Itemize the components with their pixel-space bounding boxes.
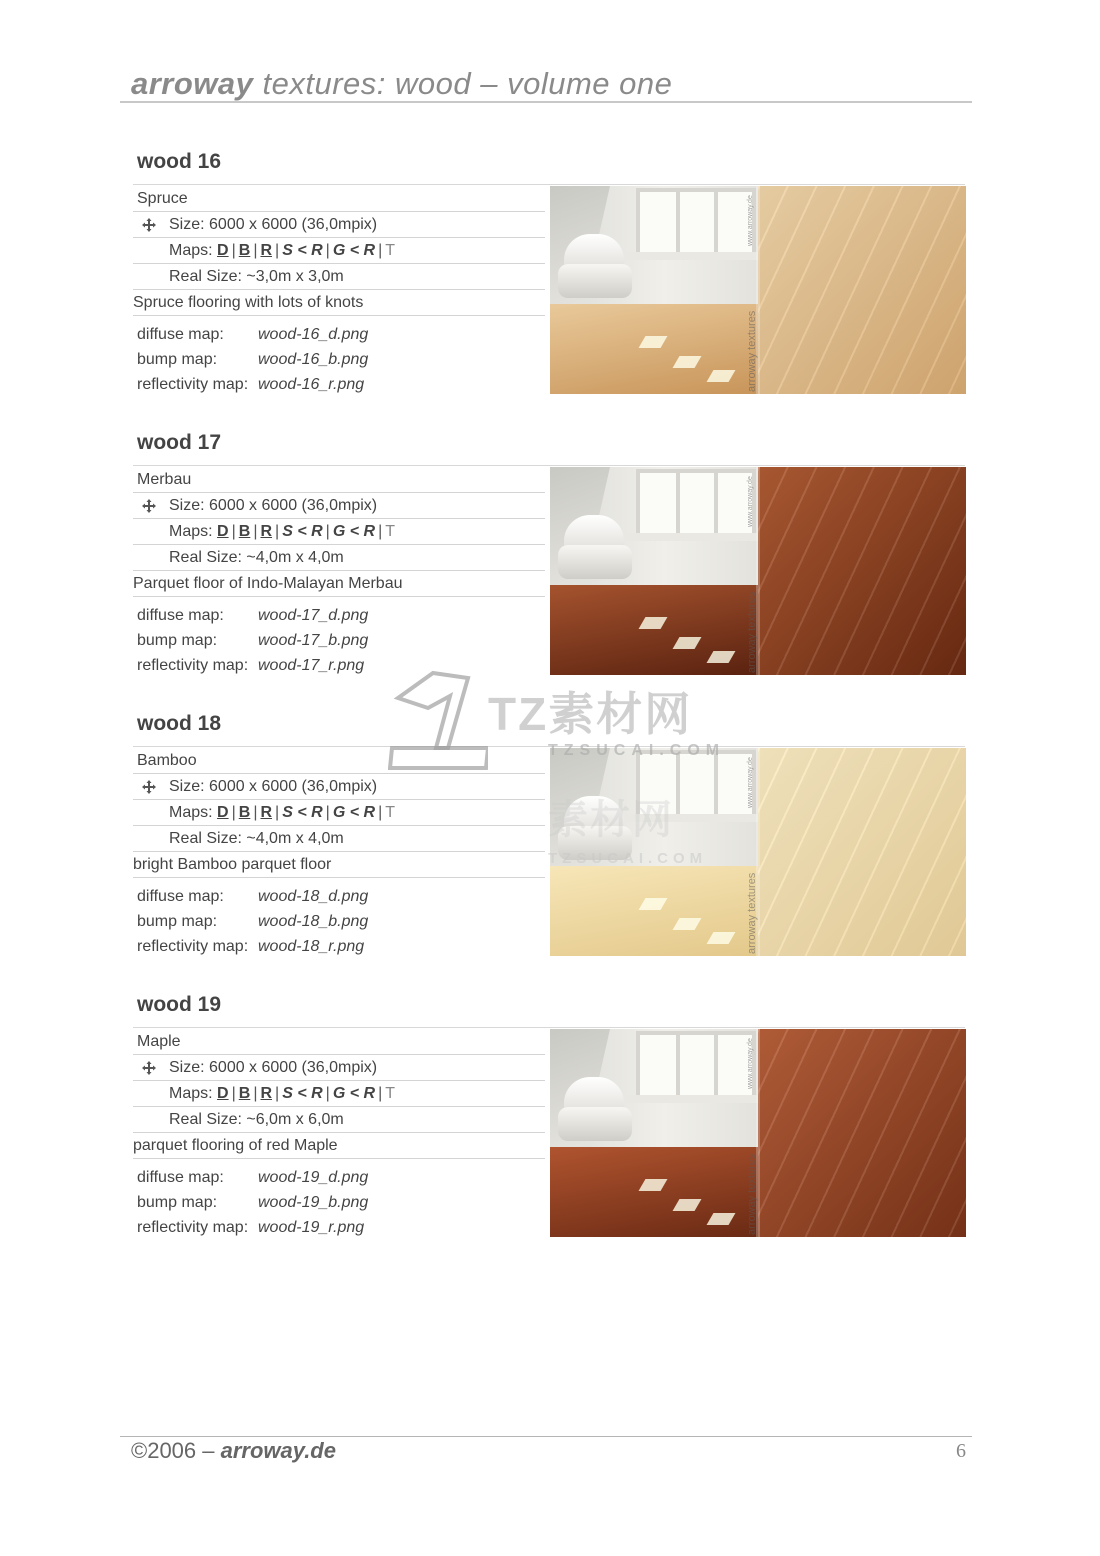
real-size-info: Real Size: ~3,0m x 3,0m: [169, 268, 344, 285]
closeup-render: [758, 186, 966, 394]
bump-map-label: bump map:: [137, 1194, 218, 1211]
preview-vertical-watermark: www.arroway.de arroway textures: [746, 195, 758, 392]
room-render: [550, 748, 758, 956]
texture-section-wood-18: [133, 712, 967, 982]
map-link-r[interactable]: R: [260, 804, 273, 821]
diffuse-map-label: diffuse map:: [137, 326, 224, 343]
bump-map-label: bump map:: [137, 632, 218, 649]
bump-map-label: bump map:: [137, 351, 218, 368]
maps-info: Maps: D | B | R | S < R | G < R | T: [169, 523, 396, 540]
room-render: [550, 467, 758, 675]
footer-divider: [120, 1436, 972, 1437]
real-size-info: Real Size: ~6,0m x 6,0m: [169, 1111, 344, 1128]
preview-vertical-watermark: www.arroway.de arroway textures: [746, 1038, 758, 1235]
section-title: wood 18: [137, 712, 222, 735]
window-render: [636, 469, 756, 537]
page-header-title: [131, 66, 672, 102]
bump-map-file: wood-18_b.png: [258, 913, 369, 930]
section-title: wood 16: [137, 150, 222, 173]
preview-vertical-watermark: www.arroway.de arroway textures: [746, 476, 758, 673]
map-link-r[interactable]: R: [260, 523, 273, 540]
watermark-ghost-text: 素材网: [548, 798, 674, 842]
move-icon: [142, 499, 156, 513]
texture-description: Spruce flooring with lots of knots: [133, 294, 364, 311]
armchair-render: [558, 1077, 632, 1141]
map-link-d[interactable]: D: [217, 242, 229, 259]
bump-map-label: bump map:: [137, 913, 218, 930]
real-size-info: Real Size: ~4,0m x 4,0m: [169, 549, 344, 566]
reflectivity-map-file: wood-16_r.png: [258, 376, 365, 393]
species-label: Merbau: [137, 471, 192, 488]
room-render: [550, 1029, 758, 1237]
section-divider: [133, 1027, 965, 1028]
texture-description: parquet flooring of red Maple: [133, 1137, 338, 1154]
watermark-text: TZ素材网: [488, 688, 693, 740]
watermark-ghost-subtext: TZSUCAI.COM: [548, 850, 708, 867]
size-info: Size: 6000 x 6000 (36,0mpix): [169, 216, 378, 233]
map-link-b[interactable]: B: [238, 242, 251, 259]
map-link-d[interactable]: D: [217, 1085, 229, 1102]
texture-section-wood-16: [133, 150, 967, 420]
bump-map-file: wood-19_b.png: [258, 1194, 369, 1211]
size-info: Size: 6000 x 6000 (36,0mpix): [169, 497, 378, 514]
armchair-render: [558, 234, 632, 298]
texture-description: bright Bamboo parquet floor: [133, 856, 332, 873]
window-render: [636, 188, 756, 256]
texture-preview-image: [550, 748, 966, 956]
diffuse-map-label: diffuse map:: [137, 1169, 224, 1186]
move-icon: [142, 218, 156, 232]
section-divider: [133, 184, 965, 185]
header-subtitle: textures: wood – volume one: [253, 66, 673, 101]
section-title: wood 17: [137, 431, 222, 454]
window-render: [636, 750, 756, 818]
species-label: Spruce: [137, 190, 188, 207]
size-info: Size: 6000 x 6000 (36,0mpix): [169, 778, 378, 795]
bump-map-file: wood-16_b.png: [258, 351, 369, 368]
diffuse-map-label: diffuse map:: [137, 888, 224, 905]
bump-map-file: wood-17_b.png: [258, 632, 369, 649]
header-divider: [120, 101, 972, 103]
texture-preview-image: [550, 467, 966, 675]
page-number: 6: [956, 1440, 966, 1462]
maps-info: Maps: D | B | R | S < R | G < R | T: [169, 1085, 396, 1102]
closeup-render: [758, 1029, 966, 1237]
map-link-r[interactable]: R: [260, 1085, 273, 1102]
map-link-b[interactable]: B: [238, 1085, 251, 1102]
room-render: [550, 186, 758, 394]
maps-info: Maps: D | B | R | S < R | G < R | T: [169, 804, 396, 821]
closeup-render: [758, 467, 966, 675]
species-label: Bamboo: [137, 752, 197, 769]
watermark-subtext: TZSUCAI.COM: [548, 742, 726, 759]
armchair-render: [558, 796, 632, 860]
reflectivity-map-file: wood-17_r.png: [258, 657, 365, 674]
map-link-b[interactable]: B: [238, 804, 251, 821]
window-render: [636, 1031, 756, 1099]
reflectivity-map-label: reflectivity map:: [137, 376, 249, 393]
section-divider: [133, 465, 965, 466]
footer-brand-link[interactable]: arroway.de: [220, 1438, 336, 1463]
move-icon: [142, 780, 156, 794]
maps-info: Maps: D | B | R | S < R | G < R | T: [169, 242, 396, 259]
preview-vertical-watermark: www.arroway.de arroway textures: [746, 757, 758, 954]
section-title: wood 19: [137, 993, 222, 1016]
reflectivity-map-label: reflectivity map:: [137, 938, 249, 955]
section-divider: [133, 746, 965, 747]
diffuse-map-label: diffuse map:: [137, 607, 224, 624]
real-size-info: Real Size: ~4,0m x 4,0m: [169, 830, 344, 847]
reflectivity-map-file: wood-19_r.png: [258, 1219, 365, 1236]
species-label: Maple: [137, 1033, 181, 1050]
reflectivity-map-label: reflectivity map:: [137, 1219, 249, 1236]
texture-preview-image: [550, 1029, 966, 1237]
footer-copyright: ©2006 – arroway.de: [131, 1438, 336, 1463]
texture-section-wood-17: [133, 431, 967, 701]
closeup-render: [758, 748, 966, 956]
move-icon: [142, 1061, 156, 1075]
diffuse-map-file: wood-19_d.png: [258, 1169, 369, 1186]
header-brand: arroway: [131, 66, 254, 101]
texture-preview-image: [550, 186, 966, 394]
reflectivity-map-file: wood-18_r.png: [258, 938, 365, 955]
reflectivity-map-label: reflectivity map:: [137, 657, 249, 674]
diffuse-map-file: wood-17_d.png: [258, 607, 369, 624]
map-link-d[interactable]: D: [217, 804, 229, 821]
size-info: Size: 6000 x 6000 (36,0mpix): [169, 1059, 378, 1076]
texture-section-wood-19: [133, 993, 967, 1263]
diffuse-map-file: wood-18_d.png: [258, 888, 369, 905]
diffuse-map-file: wood-16_d.png: [258, 326, 369, 343]
map-link-d[interactable]: D: [217, 523, 229, 540]
map-link-b[interactable]: B: [238, 523, 251, 540]
texture-description: Parquet floor of Indo-Malayan Merbau: [133, 575, 403, 592]
map-link-r[interactable]: R: [260, 242, 273, 259]
armchair-render: [558, 515, 632, 579]
